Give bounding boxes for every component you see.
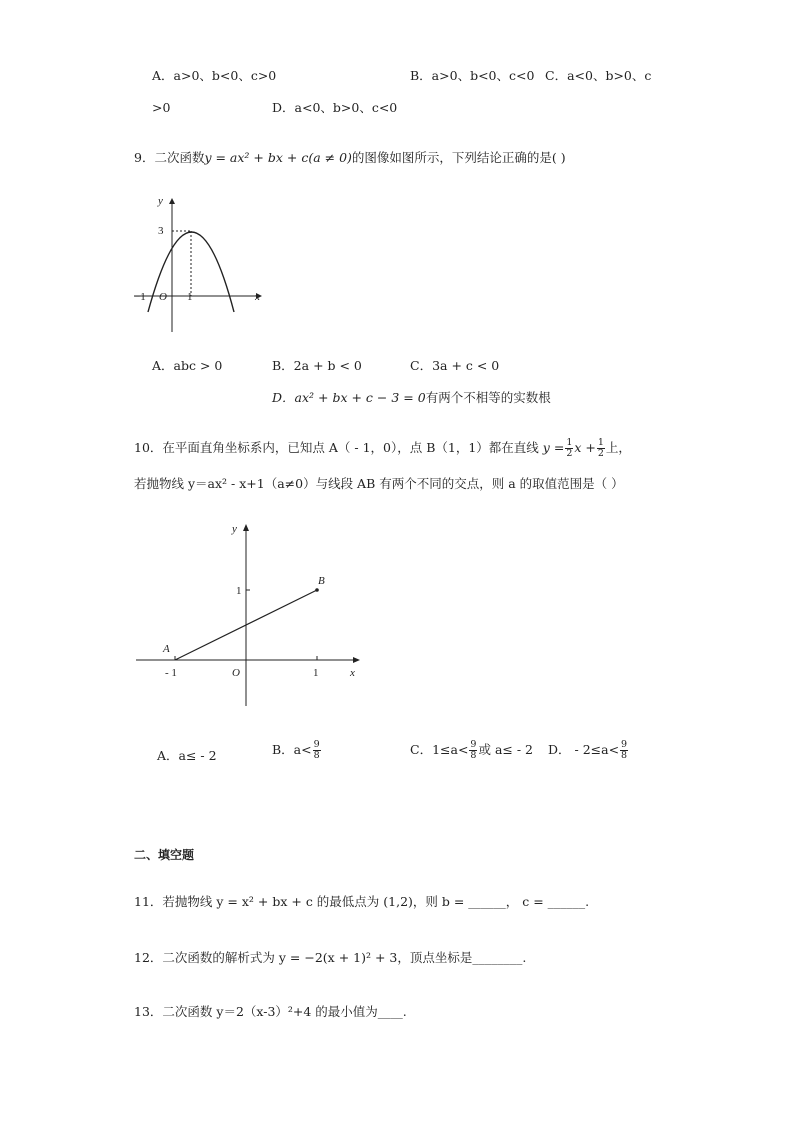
q8-option-c-cont: >0 (152, 100, 171, 115)
q9-x-label: x (255, 291, 260, 303)
q13-text: 13．二次函数 y＝2（x-3）²+4 的最小值为____. (134, 1004, 407, 1019)
section-fill-in-title: 二、填空题 (134, 848, 195, 862)
q10-point-b (315, 588, 319, 592)
q9-y-arrow (169, 198, 175, 204)
q9-option-d-formula: D．ax² + bx + c − 3 = 0 (272, 390, 426, 405)
q10-frac-9-8-b: $\frac{9}{8}$ (313, 739, 320, 761)
q10-label-a: A (163, 643, 170, 655)
q9-option-b: B．2a + b < 0 (272, 358, 362, 373)
q10-tick-x-neg-label: - 1 (165, 667, 177, 679)
q9-option-c: C．3a + c < 0 (410, 358, 500, 373)
q10-stem-line1 (134, 438, 631, 459)
q10-stem-part1: 10．在平面直角坐标系内，已知点 A（ - 1，0），点 B（1，1）都在直线 (134, 439, 539, 455)
q9-option-d (272, 390, 551, 405)
q10-frac-half-2: $\frac{1}{2}$ (597, 437, 604, 459)
q9-parabola-graph (128, 188, 273, 336)
q9-origin-label: O (159, 291, 167, 303)
q8-option-a: A．a>0、b<0、c>0 (152, 68, 277, 83)
q9-tick-x-neg: −1 (134, 291, 146, 303)
q8-option-c: C．a<0、b>0、c (545, 68, 652, 83)
q9-stem-prefix: 9．二次函数 (134, 150, 205, 165)
q10-stem-part2: 上， (605, 439, 631, 455)
q8-option-b: B．a>0、b<0、c<0 (410, 68, 535, 83)
q11-text: 11．若抛物线 y = x² + bx + c 的最低点为 (1,2)，则 b = ______， c = ______. (134, 894, 590, 909)
q10-option-b (272, 740, 322, 761)
q9-option-a: A．abc > 0 (152, 358, 223, 373)
q10-option-a: A．a≤ - 2 (157, 748, 217, 763)
q9-tick-x-pos: 1 (187, 291, 193, 303)
q10-option-d-prefix: D． - 2≤a< (548, 741, 620, 757)
q9-stem-suffix: 的图像如图所示，下列结论正确的是( ) (351, 150, 566, 165)
q10-frac-9-8-c: $\frac{9}{8}$ (470, 739, 477, 761)
q10-origin-label: O (232, 667, 240, 679)
q10-y-label: y (232, 523, 237, 535)
q10-frac-half-1: $\frac{1}{2}$ (566, 437, 573, 459)
q9-stem-formula: y = ax² + bx + c(a ≠ 0) (204, 150, 352, 165)
q10-line-segment-graph (130, 518, 370, 710)
q10-tick-y-label: 1 (236, 585, 242, 597)
q10-option-c-suffix: 或 a≤ - 2 (478, 741, 533, 757)
q10-option-c-prefix: C．1≤a< (410, 741, 469, 757)
q10-line-y: y = (542, 439, 565, 455)
q9-y-label: y (158, 195, 163, 207)
q10-option-d (548, 740, 629, 761)
q10-tick-x-pos-label: 1 (313, 667, 319, 679)
q10-label-b: B (318, 575, 325, 587)
q10-line-x: x + (574, 439, 596, 455)
q10-y-arrow (243, 524, 249, 531)
q10-option-b-prefix: B．a< (272, 741, 312, 757)
q10-x-arrow (353, 657, 360, 663)
q9-tick-y: 3 (158, 225, 164, 237)
q10-option-c (410, 740, 533, 761)
q10-frac-9-8-d: $\frac{9}{8}$ (621, 739, 628, 761)
q9-stem (134, 150, 566, 165)
q10-stem-line2: 若抛物线 y＝ax² - x+1（a≠0）与线段 AB 有两个不同的交点，则 a 的取值范围是（ ） (134, 476, 624, 491)
q8-option-d: D．a<0、b>0、c<0 (272, 100, 398, 115)
q9-option-d-text: 有两个不相等的实数根 (425, 390, 551, 405)
q12-text: 12．二次函数的解析式为 y = −2(x + 1)² + 3，顶点坐标是________. (134, 950, 527, 965)
q10-x-label: x (350, 667, 355, 679)
